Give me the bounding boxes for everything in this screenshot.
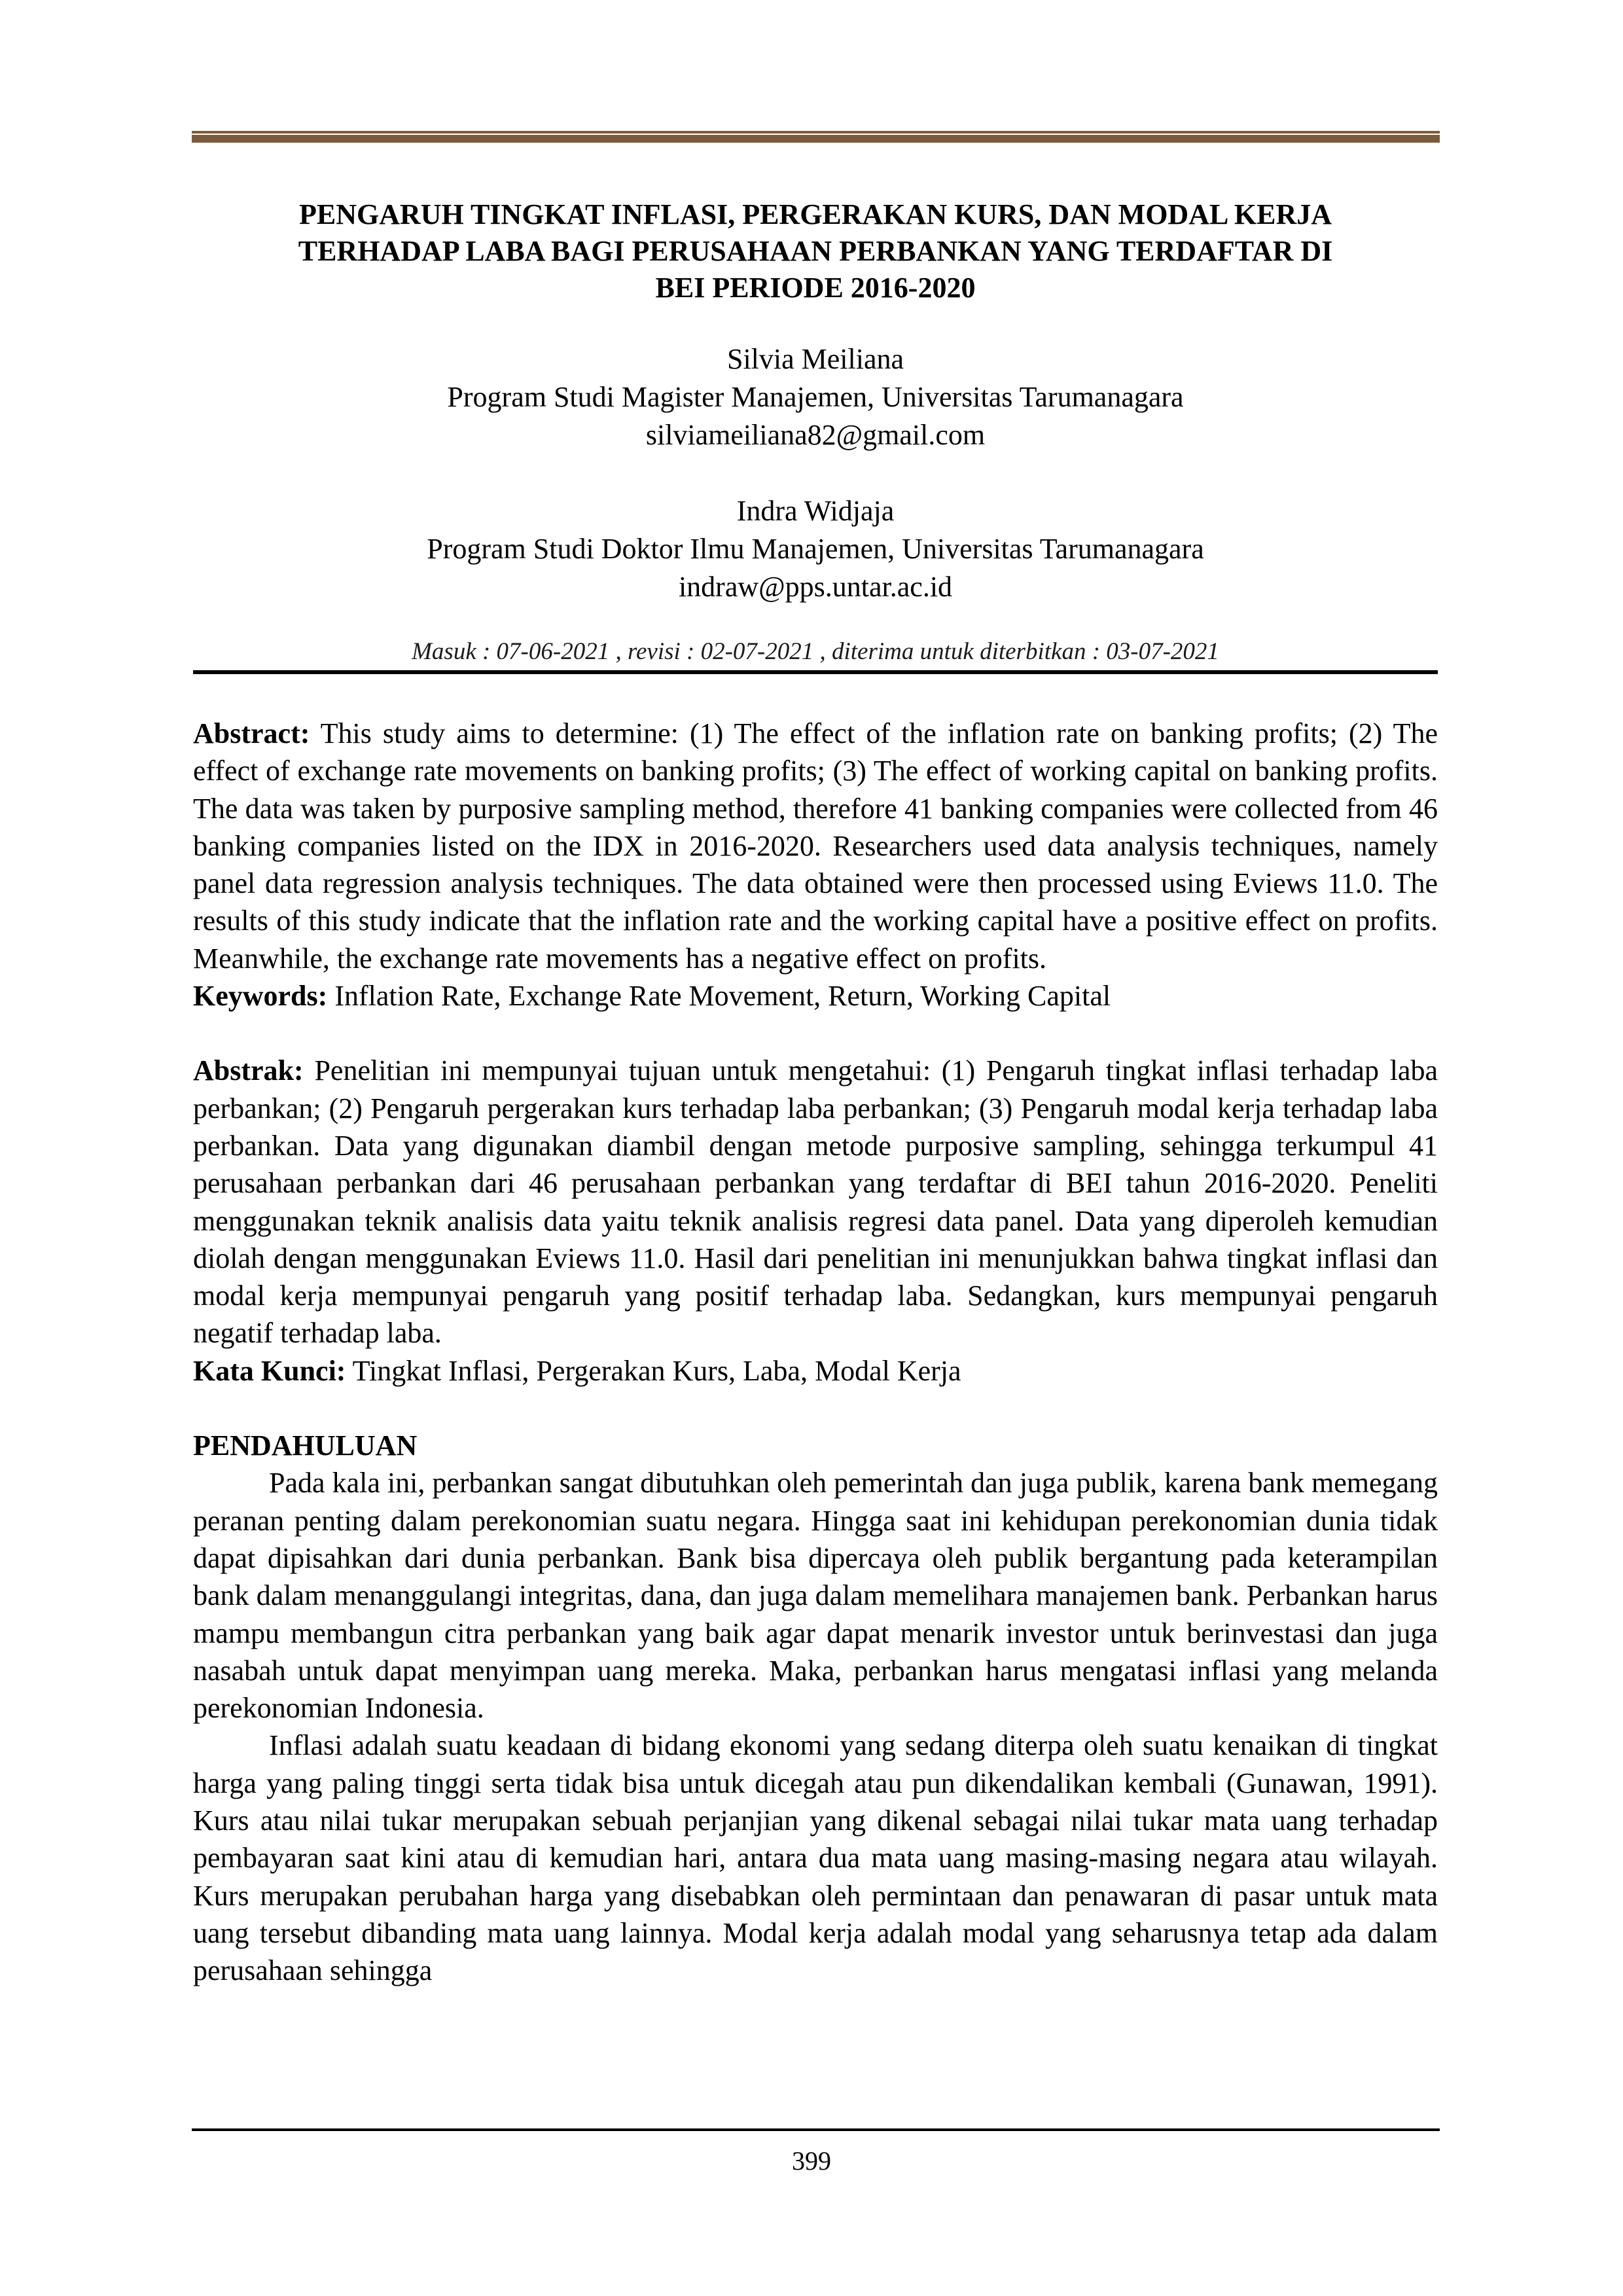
submission-dates: Masuk : 07-06-2021 , revisi : 02-07-2021 , diterima untuk diterbitkan : 03-07-2021	[412, 638, 1219, 665]
header-rule-thin	[192, 131, 1440, 134]
title-line: TERHADAP LABA BAGI PERUSAHAAN PERBANKAN YANG TERDAFTAR DI	[298, 235, 1333, 267]
abstrak-label: Abstrak:	[193, 1054, 304, 1087]
article-title	[193, 196, 1438, 306]
article-content	[193, 196, 1438, 1990]
keywords-label: Keywords:	[193, 980, 328, 1013]
kata-kunci-text: Tingkat Inflasi, Pergerakan Kurs, Laba, Modal Kerja	[346, 1354, 961, 1387]
body-paragraph: Inflasi adalah suatu keadaan di bidang ekonomi yang sedang diterpa oleh suatu kenaikan di tingkat harga yang paling tinggi serta tidak bisa untuk dicegah atau pun dikendalikan kembali (Gunawan, 1991). Kurs atau nilai tukar merupakan sebuah perjanjian yang dikenal sebagai nilai tukar mata uang terhadap pembayaran saat kini atau di kemudian hari, antara dua mata uang masing-masing negara atau wilayah. Kurs merupakan perubahan harga yang disebabkan oleh permintaan dan penawaran di pasar untuk mata uang tersebut dibanding mata uang lainnya. Modal kerja adalah modal yang seharusnya tetap ada dalam perusahaan sehingga	[193, 1729, 1438, 1987]
title-line: BEI PERIODE 2016-2020	[655, 272, 976, 304]
author-email[interactable]: silviameiliana82@gmail.com	[645, 419, 986, 451]
body-paragraph: Pada kala ini, perbankan sangat dibutuhkan oleh pemerintah dan juga publik, karena bank memegang peranan penting dalam perekonomian suatu negara. Hingga saat ini kehidupan perekonomian dunia tidak dapat dipisahkan dari dunia perbankan. Bank bisa dipercaya oleh publik bergantung pada keterampilan bank dalam menanggulangi integritas, dana, dan juga dalam memelihara manajemen bank. Perbankan harus mampu membangun citra perbankan yang baik agar dapat menarik investor untuk berinvestasi dan juga nasabah untuk dapat menyimpan uang mereka. Maka, perbankan harus mengatasi inflasi yang melanda perekonomian Indonesia.	[193, 1467, 1438, 1725]
abstract-label: Abstract:	[193, 717, 310, 749]
section-heading-pendahuluan: PENDAHULUAN	[193, 1429, 418, 1462]
author-2	[193, 492, 1438, 606]
title-line: PENGARUH TINGKAT INFLASI, PERGERAKAN KURS, DAN MODAL KERJA	[298, 198, 1332, 230]
footer-rule	[192, 2128, 1440, 2131]
author-affiliation: Program Studi Doktor Ilmu Manajemen, Universitas Tarumanagara	[427, 533, 1204, 565]
abstract-text: This study aims to determine: (1) The effect of the inflation rate on banking profits; (2) The effect of exchange rate movements on banking profits; (3) The effect of working capital on banking profits. The data was taken by purposive sampling method, therefore 41 banking companies were collected from 46 banking companies listed on the IDX in 2016-2020. Researchers used data analysis techniques, namely panel data regression analysis techniques. The data obtained were then processed using Eviews 11.0. The results of this study indicate that the inflation rate and the working capital have a positive effect on profits. Meanwhile, the exchange rate movements has a negative effect on profits.	[193, 717, 1438, 975]
keywords-text: Inflation Rate, Exchange Rate Movement, Return, Working Capital	[327, 980, 1111, 1013]
author-affiliation: Program Studi Magister Manajemen, Universitas Tarumanagara	[447, 381, 1184, 413]
abstrak-text: Penelitian ini mempunyai tujuan untuk mengetahui: (1) Pengaruh tingkat inflasi terhadap laba perbankan; (2) Pengaruh pergerakan kurs terhadap laba perbankan; (3) Pengaruh modal kerja terhadap laba perbankan. Data yang digunakan diambil dengan metode purposive sampling, sehingga terkumpul 41 perusahaan perbankan dari 46 perusahaan perbankan yang terdaftar di BEI tahun 2016-2020. Peneliti menggunakan teknik analisis data yaitu teknik analisis regresi data panel. Data yang diperoleh kemudian diolah dengan menggunakan Eviews 11.0. Hasil dari penelitian ini menunjukkan bahwa tingkat inflasi dan modal kerja mempunyai pengaruh yang positif terhadap laba. Sedangkan, kurs mempunyai pengaruh negatif terhadap laba.	[193, 1054, 1438, 1350]
author-name: Silvia Meiliana	[726, 343, 904, 375]
abstract-indonesian	[193, 1052, 1438, 1390]
author-name: Indra Widjaja	[736, 495, 895, 527]
abstract-english	[193, 715, 1438, 1014]
page-number: 399	[792, 2146, 831, 2176]
header-rule-thick	[192, 135, 1440, 143]
author-1	[193, 340, 1438, 454]
kata-kunci-label: Kata Kunci:	[193, 1354, 346, 1387]
dates-divider	[193, 670, 1438, 674]
author-email[interactable]: indraw@pps.untar.ac.id	[678, 571, 953, 603]
